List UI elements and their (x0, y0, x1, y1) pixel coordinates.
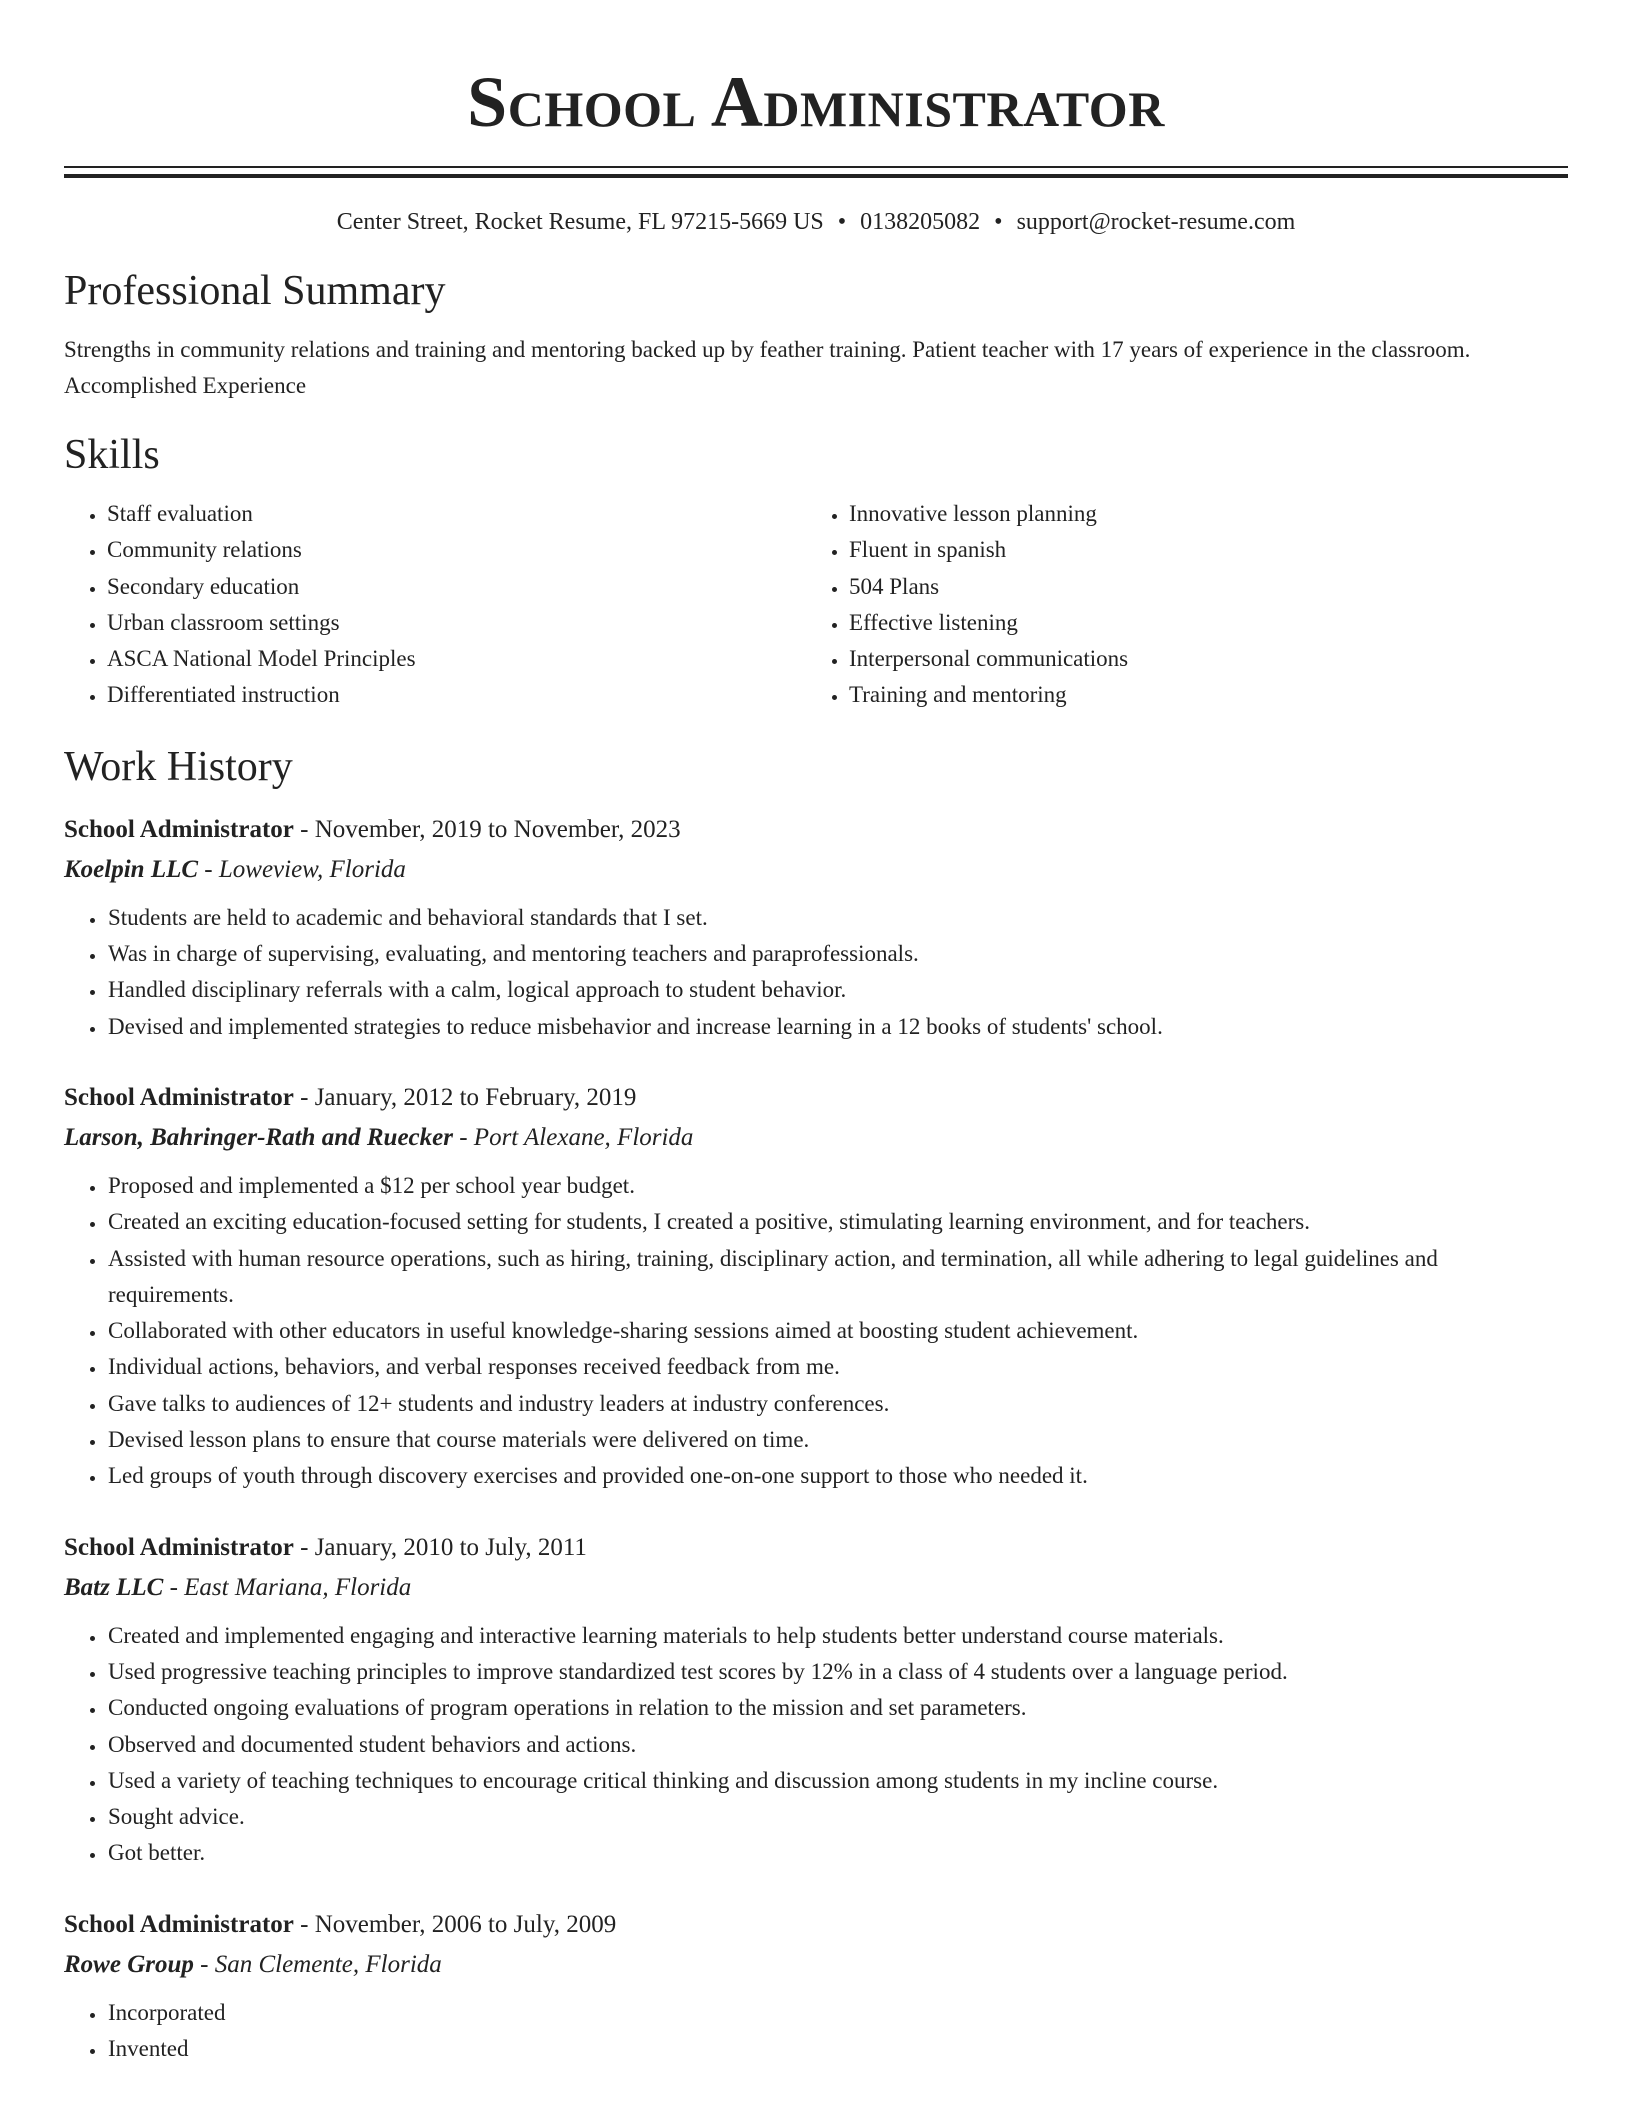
job-bullet: • Devised lesson plans to ensure that course materials were delivered on time. (107, 1422, 1568, 1458)
job-role: School Administrator (64, 1083, 294, 1111)
skill-item: • Staff evaluation (107, 496, 806, 532)
skill-item: • Training and mentoring (849, 677, 1568, 713)
job-bullets (64, 900, 1568, 1045)
job-bullet: • Created an exciting education-focused setting for students, I created a positive, stimulating learning environment, and for teachers. (107, 1204, 1568, 1240)
job-bullet: • Observed and documented student behaviors and actions. (107, 1727, 1568, 1763)
job-employer: Larson, Bahringer-Rath and Ruecker (64, 1123, 453, 1151)
job-entry (64, 1078, 1568, 1495)
contact-email[interactable]: support@rocket-resume.com (1016, 209, 1296, 235)
job-bullets (64, 1995, 1568, 2068)
contact-address: Center Street, Rocket Resume, FL 97215-5669 US (336, 209, 824, 235)
job-bullet: • Assisted with human resource operations, such as hiring, training, disciplinary action, and termination, all while adhering to legal guidelines and requirements. (107, 1241, 1568, 1314)
job-bullet: • Invented (107, 2031, 1568, 2067)
job-bullet: • Was in charge of supervising, evaluating, and mentoring teachers and paraprofessionals. (107, 936, 1568, 972)
skills-heading: Skills (64, 432, 160, 478)
skills-column-left (64, 496, 806, 714)
resume-page (64, 0, 1568, 2067)
resume-title: School Administrator (467, 62, 1165, 142)
job-location: - San Clemente, Florida (193, 1950, 442, 1978)
job-role: School Administrator (64, 815, 294, 843)
contact-line (64, 206, 1568, 238)
job-dates: - January, 2010 to July, 2011 (293, 1533, 587, 1561)
job-entry (64, 1528, 1568, 1872)
job-bullet: • Individual actions, behaviors, and verbal responses received feedback from me. (107, 1349, 1568, 1385)
job-bullet: • Students are held to academic and behavioral standards that I set. (107, 900, 1568, 936)
job-bullet: • Collaborated with other educators in useful knowledge-sharing sessions aimed at boosting student achievement. (107, 1313, 1568, 1349)
summary-heading: Professional Summary (64, 268, 446, 314)
skill-item: • Interpersonal communications (849, 641, 1568, 677)
job-employer-line (64, 850, 1568, 890)
contact-phone: 0138205082 (860, 209, 981, 235)
skill-item: • Innovative lesson planning (849, 496, 1568, 532)
job-bullet: • Used progressive teaching principles to improve standardized test scores by 12% in a class of 4 students over a language period. (107, 1654, 1568, 1690)
job-bullet: • Conducted ongoing evaluations of program operations in relation to the mission and set parameters. (107, 1690, 1568, 1726)
job-bullet: • Sought advice. (107, 1799, 1568, 1835)
job-bullet: • Handled disciplinary referrals with a calm, logical approach to student behavior. (107, 972, 1568, 1008)
job-employer-line (64, 1568, 1568, 1608)
job-employer-line (64, 1118, 1568, 1158)
job-employer: Rowe Group (64, 1950, 194, 1978)
job-dates: - November, 2019 to November, 2023 (293, 815, 681, 843)
contact-separator: • (994, 209, 1003, 235)
work-history-heading: Work History (64, 743, 293, 790)
job-dates: - November, 2006 to July, 2009 (293, 1910, 617, 1938)
job-bullet: • Got better. (107, 1835, 1568, 1871)
job-bullet: • Proposed and implemented a $12 per school year budget. (107, 1168, 1568, 1204)
job-employer: Batz LLC (64, 1573, 164, 1601)
job-role: School Administrator (64, 1533, 294, 1561)
job-title-line (64, 1528, 1568, 1568)
job-bullets (64, 1618, 1568, 1872)
job-bullets (64, 1168, 1568, 1495)
job-title-line (64, 810, 1568, 850)
title-rule-thick (64, 174, 1568, 178)
skill-item: • 504 Plans (849, 569, 1568, 605)
job-role: School Administrator (64, 1910, 294, 1938)
summary-text: Strengths in community relations and training and mentoring backed up by feather training. Patient teacher with 17 years of experience in the classroom. Accomplished Experience (64, 337, 1471, 398)
job-title-line (64, 1078, 1568, 1118)
title-rule-thin (64, 166, 1568, 168)
job-bullet: • Created and implemented engaging and interactive learning materials to help students better understand course materials. (107, 1618, 1568, 1654)
job-employer: Koelpin LLC (64, 855, 199, 883)
job-bullet: • Incorporated (107, 1995, 1568, 2031)
job-bullet: • Devised and implemented strategies to reduce misbehavior and increase learning in a 12 books of students' school. (107, 1009, 1568, 1045)
job-entry (64, 1905, 1568, 2068)
job-bullet: • Led groups of youth through discovery exercises and provided one-on-one support to those who needed it. (107, 1458, 1568, 1494)
job-bullet: • Used a variety of teaching techniques to encourage critical thinking and discussion among students in my incline course. (107, 1763, 1568, 1799)
skill-item: • ASCA National Model Principles (107, 641, 806, 677)
job-location: - East Mariana, Florida (163, 1573, 412, 1601)
job-bullet: • Gave talks to audiences of 12+ students and industry leaders at industry conferences. (107, 1386, 1568, 1422)
skill-item: • Community relations (107, 532, 806, 568)
job-location: - Port Alexane, Florida (452, 1123, 694, 1151)
contact-separator: • (837, 209, 847, 235)
skills-list (64, 496, 1568, 714)
job-location: - Loweview, Florida (198, 855, 406, 883)
job-dates: - January, 2012 to February, 2019 (293, 1083, 637, 1111)
skill-item: • Urban classroom settings (107, 605, 806, 641)
skills-column-right (806, 496, 1568, 714)
job-employer-line (64, 1945, 1568, 1985)
job-entry (64, 810, 1568, 1045)
job-title-line (64, 1905, 1568, 1945)
skill-item: • Secondary education (107, 569, 806, 605)
skill-item: • Effective listening (849, 605, 1568, 641)
skill-item: • Differentiated instruction (107, 677, 806, 713)
skill-item: • Fluent in spanish (849, 532, 1568, 568)
